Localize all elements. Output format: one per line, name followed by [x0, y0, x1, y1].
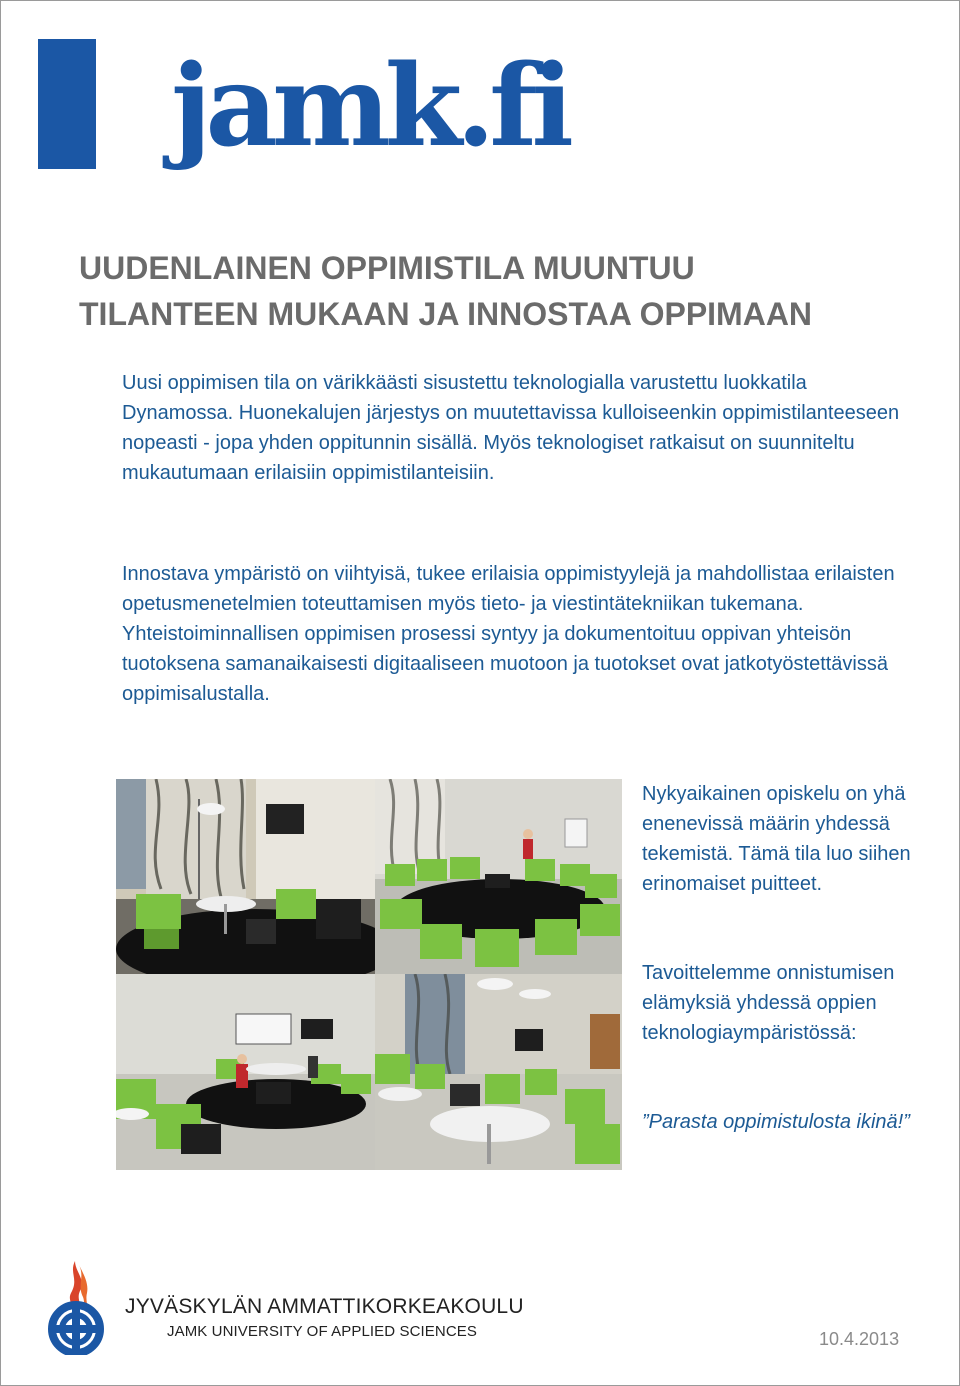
page-title [79, 245, 899, 337]
brand-bar [38, 39, 96, 169]
sidebar-collaboration-text: Nykyaikainen opiskelu on yhä enenevissä määrin yhdessä tekemistä. Tämä tila luo siihen erinomaiset puitteet. [642, 783, 911, 895]
classroom-photo-4 [375, 974, 622, 1170]
sidebar-quote: ”Parasta oppimistulosta ikinä!” [642, 1111, 910, 1133]
headline-line-2: TILANTEEN MUKAAN JA INNOSTAA OPPIMAAN [79, 296, 813, 332]
classroom-photo-2 [375, 779, 622, 974]
classroom-photo-collage [116, 779, 622, 1170]
brand-wordmark: jamk.fi [171, 41, 568, 172]
environment-paragraph: Innostava ympäristö on viihtyisä, tukee erilaisia oppimistyylejä ja mahdollistaa erilaisten opetusmenetelmien toteuttamisen myös tieto- ja viestintätekniikan tukemana. Yhteistoiminnallisen oppimisen prosessi syntyy ja dokumentoituu oppivan yhteisön tuotoksena samanaikaisesti digitaaliseen muotoon ja tuotokset ovat jatkotyöstettävissä oppimisalustalla. [122, 563, 895, 705]
org-name-english: JAMK UNIVERSITY OF APPLIED SCIENCES [167, 1323, 477, 1340]
org-name: JYVÄSKYLÄN AMMATTIKORKEAKOULU [125, 1295, 524, 1318]
classroom-photo-3 [116, 974, 375, 1170]
headline-line-1: UUDENLAINEN OPPIMISTILA MUUNTUU [79, 250, 695, 286]
jamk-emblem-logo [41, 1259, 111, 1355]
sidebar-goal-text: Tavoittelemme onnistumisen elämyksiä yhdessä oppien teknologiaympäristössä: [642, 962, 895, 1044]
intro-paragraph: Uusi oppimisen tila on värikkäästi sisustettu teknologialla varustettu luokkatila Dynamossa. Huonekalujen järjestys on muutettavissa kulloiseenkin oppimistilanteeseen nopeasti - jopa yhden oppitunnin sisällä. Myös teknologiset ratkaisut on suunniteltu mukautumaan erilaisiin oppimistilanteisiin. [122, 372, 900, 484]
classroom-photo-1 [116, 779, 375, 974]
publication-date: 10.4.2013 [819, 1329, 900, 1349]
